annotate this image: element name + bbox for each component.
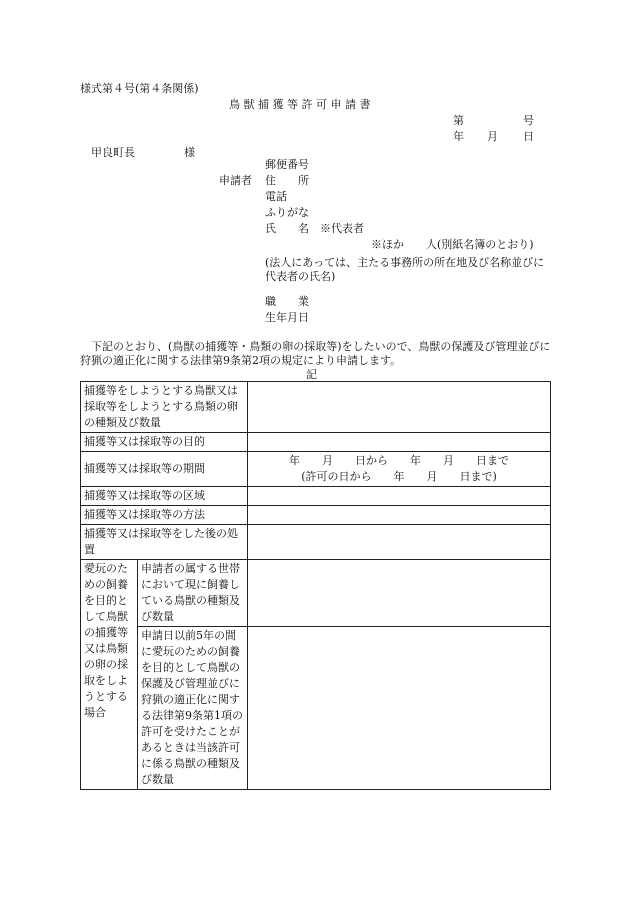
phone-label: 電話 xyxy=(265,190,287,203)
application-statement: 下記のとおり、(鳥獣の捕獲等・鳥類の卵の採取等)をしたいので、鳥獣の保護及び管理並びに狩猟の適正化に関する法律第9条第2項の規定により申請します。 xyxy=(80,340,551,368)
application-table xyxy=(80,381,551,790)
table-row xyxy=(81,487,551,506)
applicant-label: 申請者 xyxy=(219,174,252,187)
table-row xyxy=(81,560,551,627)
purpose-label: 捕獲等又は採取等の目的 xyxy=(81,433,248,452)
period-label: 捕獲等又は採取等の期間 xyxy=(81,452,248,487)
table-row xyxy=(81,506,551,525)
table-row xyxy=(81,525,551,560)
name-label: 氏 名 ※代表者 xyxy=(265,222,364,235)
pet-prior-permit-label: 申請日以前5年の間に愛玩のための飼養を目的として鳥獣の保護及び管理並びに狩猟の適正化に関する法律第9条第1項の許可を受けたことがあるときは当該許可に係る鳥獣の種類及び数量 xyxy=(138,627,248,790)
ki-heading: 記 xyxy=(306,368,317,381)
postal-code-label: 郵便番号 xyxy=(265,158,309,171)
disposal-value-cell xyxy=(248,525,551,560)
method-value-cell xyxy=(248,506,551,525)
others-note: ※ほか 人(別紙名簿のとおり) xyxy=(371,238,534,251)
date-day-label: 日 xyxy=(523,130,534,143)
table-row xyxy=(81,452,551,487)
period-range: 年 月 日から 年 月 日まで xyxy=(289,454,509,467)
table-row xyxy=(81,433,551,452)
form-title: 鳥 獣 捕 獲 等 許 可 申 請 書 xyxy=(229,98,371,111)
number-suffix: 号 xyxy=(523,114,534,127)
birthdate-label: 生年月日 xyxy=(265,311,309,324)
pet-prior-permit-value-cell xyxy=(248,627,551,790)
furigana-label: ふりがな xyxy=(265,206,309,219)
address-label: 住 所 xyxy=(265,174,309,187)
pet-case-label: 愛玩のための飼養を目的として鳥獣の捕獲等又は鳥類の卵の採取をしようとする場合 xyxy=(81,560,138,790)
addressee: 甲良町長 xyxy=(91,146,135,159)
table-row xyxy=(81,382,551,433)
occupation-label: 職 業 xyxy=(265,295,309,308)
disposal-label: 捕獲等又は採取等をした後の処置 xyxy=(81,525,248,560)
period-value-cell xyxy=(248,452,551,487)
purpose-value-cell xyxy=(248,433,551,452)
table-row xyxy=(81,627,551,790)
date-month-label: 月 xyxy=(487,130,498,143)
period-from-permit: (許可の日から 年 月 日まで) xyxy=(301,470,497,483)
addressee-honorific: 様 xyxy=(184,146,195,159)
method-label: 捕獲等又は採取等の方法 xyxy=(81,506,248,525)
form-number: 様式第４号(第４条関係) xyxy=(80,82,199,95)
species-value-cell xyxy=(248,382,551,433)
pet-household-label: 申請者の属する世帯において現に飼養している鳥獣の種類及び数量 xyxy=(138,560,248,627)
date-year-label: 年 xyxy=(453,130,464,143)
species-label: 捕獲等をしようとする鳥獣又は採取等をしようとする鳥類の卵の種類及び数量 xyxy=(81,382,248,433)
number-prefix: 第 xyxy=(453,114,464,127)
corporation-note: (法人にあっては、主たる事務所の所在地及び名称並びに代表者の氏名) xyxy=(265,256,545,284)
pet-household-value-cell xyxy=(248,560,551,627)
area-label: 捕獲等又は採取等の区域 xyxy=(81,487,248,506)
area-value-cell xyxy=(248,487,551,506)
